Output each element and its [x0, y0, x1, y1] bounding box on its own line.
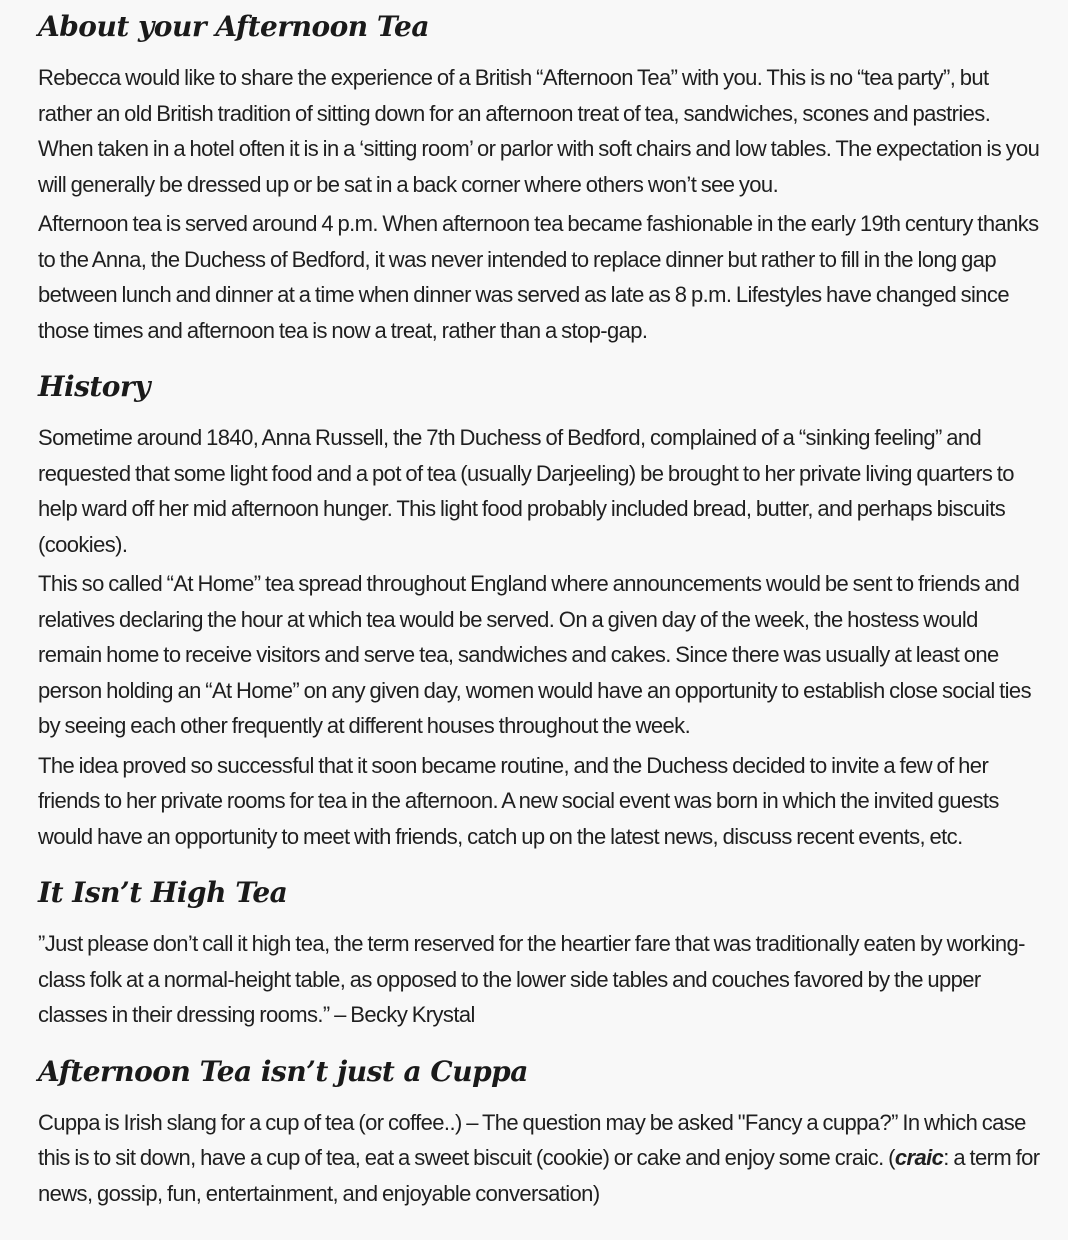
paragraph-cuppa-definition: : a term for news, gossip, fun, entertainment, and enjoyable conversation) [38, 1145, 1040, 1206]
paragraph-history-3: The idea proved so successful that it soon became routine, and the Duchess decided to invite a few of her friends to her private rooms for tea in the afternoon. A new social event was born in which the invited guests would have an opportunity to meet with friends, catch up on the latest news, discuss recent events, etc. [38, 752, 999, 849]
section-high-tea [38, 876, 1044, 1033]
craic-term: craic [894, 1145, 944, 1170]
section-history [38, 370, 1044, 854]
section-cuppa [38, 1055, 1044, 1212]
paragraph-cuppa-text: Cuppa is Irish slang for a cup of tea (or coffee..) – The question may be asked "Fancy a cuppa?” In which case this is to sit down, have a cup of tea, eat a sweet biscuit (cookie) or cake and enjoy some craic. ( [38, 1109, 1026, 1170]
heading-history: History [38, 370, 150, 403]
paragraph-cuppa [38, 1105, 1044, 1212]
section-about [38, 10, 1044, 348]
paragraph-history-1: Sometime around 1840, Anna Russell, the 7th Duchess of Bedford, complained of a “sinking feeling” and requested that some light food and a pot of tea (usually Darjeeling) be brought to her private living quarters to help ward off her mid afternoon hunger. This light food probably included bread, butter, and perhaps biscuits (cookies). [38, 425, 1014, 557]
paragraph-history-2: This so called “At Home” tea spread throughout England where announcements would be sent to friends and relatives declaring the hour at which tea would be served. On a given day of the week, the hostess would remain home to receive visitors and serve tea, sandwiches and cakes. Since there was usually at least one person holding an “At Home” on any given day, women would have an opportunity to establish close social ties by seeing each other frequently at different houses throughout the week. [38, 571, 1031, 738]
heading-about-afternoon-tea: About your Afternoon Tea [38, 10, 429, 43]
paragraph-about-2: Afternoon tea is served around 4 p.m. When afternoon tea became fashionable in the early 19th century thanks to the Anna, the Duchess of Bedford, it was never intended to replace dinner but rather to fill in the long gap between lunch and dinner at a time when dinner was served as late as 8 p.m. Lifestyles have changed since those times and afternoon tea is now a treat, rather than a stop-gap. [38, 211, 1039, 343]
heading-cuppa: Afternoon Tea isn’t just a Cuppa [38, 1054, 528, 1088]
paragraph-high-tea-quote: ”Just please don’t call it high tea, the term reserved for the heartier fare that was traditionally eaten by working-class folk at a normal-height table, as opposed to the lower side tables and couches favored by the upper classes in their dressing rooms.” – Becky Krystal [38, 931, 1025, 1027]
paragraph-about-1: Rebecca would like to share the experience of a British “Afternoon Tea” with you. This is no “tea party”, but rather an old British tradition of sitting down for an afternoon treat of tea, sandwiches, scones and pastries. When taken in a hotel often it is in a ‘sitting room’ or parlor with soft chairs and low tables. The expectation is you will generally be dressed up or be sat in a back corner where others won’t see you. [38, 65, 1040, 197]
heading-high-tea: It Isn’t High Tea [38, 876, 288, 909]
